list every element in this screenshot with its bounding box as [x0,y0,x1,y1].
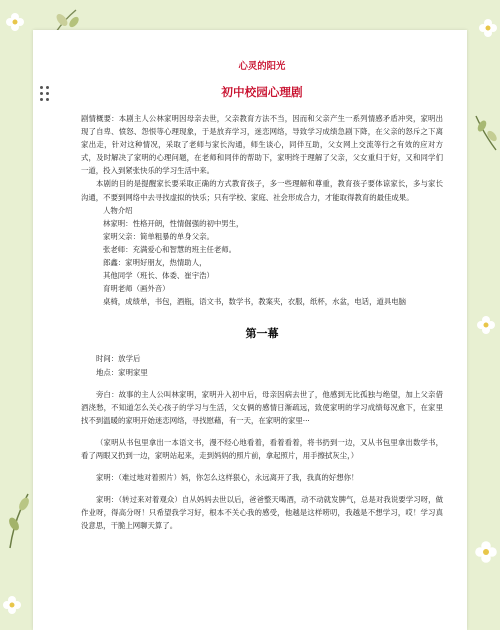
scene-place: 地点：家明家里 [96,367,148,377]
character-item: 育明老师（画外音） [103,284,170,294]
character-item: 其他同学（班长、体委、崔宇浩） [103,271,214,281]
document-subtitle: 心灵的阳光 [238,61,286,72]
dialogue-line: 家明：（难过地对着照片）妈，你怎么这样狠心，永远离开了我，我真的好想你！ [96,473,359,483]
dialogue-line: 家明：（转过来对着观众）自从妈妈去世以后，爸爸整天喝酒，动不动就发脾气，总是对我说要学习呀，做作业呀，得高分呀！只希望我学习好，根本不关心我的感受，他越是这样唠叨，我越是不想学习，哎！学习真没意思，干脆上网聊天算了。 [81,495,443,531]
props-list: 桌椅，成绩单，书包，酒瓶，语文书，数学书，教案夹，衣服，纸杯，水盆，电话，道具电脑 [103,297,407,307]
purpose-paragraph: 本剧的目的是提醒家长要采取正确的方式教育孩子，多一些理解和尊重，教育孩子要体谅家长，多与家长沟通，不要到网络中去寻找虚拟的快乐；只有学校、家庭、社会形成合力，才能取得教育的最佳成果。 [81,179,443,202]
leaf-decoration-bottom-left [4,490,34,550]
document-title: 初中校园心理剧 [221,85,303,99]
leaf-decoration-right [470,112,500,152]
document-content [81,60,443,532]
flower-decoration-right-middle [476,315,496,335]
character-item: 林家明：性格开朗，性情倔强的初中男生， [103,218,244,228]
act-title: 第一幕 [245,327,279,341]
narration-paragraph: 旁白：故事的主人公叫林家明，家明升入初中后，母亲因病去世了，他感到无比孤独与绝望，加上父亲借酒浇愁，不知道怎么关心孩子的学习与生活，父女俩的感情日渐疏远，致使家明的学习成绩每况愈下，在家里找不到温暖的家明开始迷恋网络，寻找慰藉，有一天，在家明的家里··· [81,389,443,425]
summary-paragraph: 剧情概要：本剧主人公林家明因母亲去世，父亲教育方法不当，因而和父亲产生一系列情感矛盾冲突，家明出现了自卑、愤怒、怨恨等心理现象，于是放弃学习，迷恋网络，导致学习成绩急剧下降，在父亲的怒斥之下离家出走，针对这种情况，采取了老师与家长沟通，师生谈心，同伴互助，父女网上交流等行之有效的应对方式，及时解决了家明的心理问题，在老师和同伴的帮助下，家明终于理解了父亲，父女重归于好，又和同学们一道，投入到紧张快乐的学习生活中来。 [81,114,443,176]
character-item: 郎鑫：家明好朋友，热情助人， [103,258,207,268]
character-item: 家明父亲：简单粗暴的单身父亲。 [103,231,214,241]
scene-time: 时间：放学后 [96,354,141,364]
document-page [33,30,467,630]
flower-decoration-top-right [478,18,498,38]
character-item: 张老师：充满爱心和智慧的班主任老师。 [103,244,237,254]
characters-section [81,204,443,296]
drag-handle-icon[interactable] [39,85,51,103]
flower-decoration-left-bottom [2,595,22,615]
flower-decoration-top-left [5,12,25,32]
flower-decoration-right-bottom [474,540,498,564]
stage-direction: （家明从书包里拿出一本语文书，漫不经心地看着，看着看着，将书扔到一边，又从书包里拿出数学书，看了两眼又扔到一边，家明站起来，走到妈妈的照片前，拿起照片，用手擦拭灰尘，） [81,437,443,460]
characters-heading: 人物介绍 [103,205,133,215]
